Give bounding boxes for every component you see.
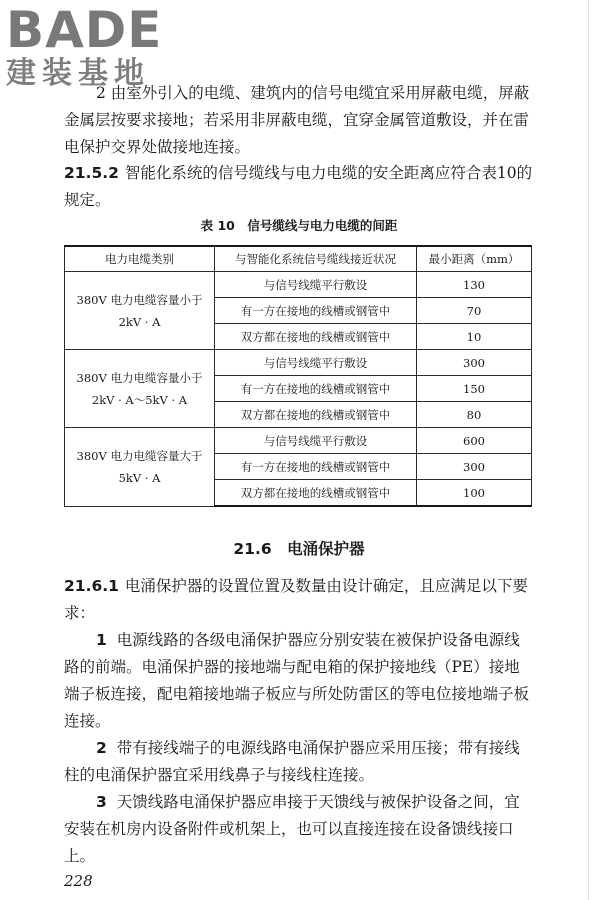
condition-cell: 双方都在接地的线槽或钢管中 <box>215 402 417 428</box>
condition-cell: 有一方在接地的线槽或钢管中 <box>215 454 417 480</box>
requirement-item <box>64 789 534 870</box>
clause-text: 智能化系统的信号缆线与电力电缆的安全距离应符合表10的规定。 <box>64 164 533 209</box>
clause-text: 电涌保护器的设置位置及数量由设计确定，且应满足以下要求： <box>64 577 528 622</box>
item-number: 1 <box>96 631 107 649</box>
distance-cell: 150 <box>417 376 532 402</box>
distance-cell: 70 <box>417 298 532 324</box>
category-cell: 380V 电力电缆容量大于 5kV · A <box>65 428 215 507</box>
category-cell: 380V 电力电缆容量小于 2kV · A <box>65 272 215 350</box>
requirement-item <box>64 735 534 789</box>
item-number: 2 <box>96 739 107 757</box>
page-number: 228 <box>64 872 93 890</box>
clause-21-6-1 <box>64 573 534 627</box>
logo-wordmark: BADE <box>6 1 163 59</box>
paragraph-shielded-cable: 2 由室外引入的电缆、建筑内的信号电缆宜采用屏蔽电缆，屏蔽金属层按要求接地；若采用非屏蔽电缆，宜穿金属管道敷设，并在雷电保护交界处做接地连接。 <box>64 84 530 156</box>
clause-number: 21.6.1 <box>64 577 119 595</box>
distance-cell: 130 <box>417 272 532 298</box>
condition-cell: 双方都在接地的线槽或钢管中 <box>215 324 417 350</box>
clause-number: 21.5.2 <box>64 164 119 182</box>
condition-cell: 与信号线缆平行敷设 <box>215 428 417 454</box>
condition-cell: 有一方在接地的线槽或钢管中 <box>215 298 417 324</box>
distance-cell: 100 <box>417 480 532 507</box>
header-condition: 与智能化系统信号缆线接近状况 <box>215 246 417 272</box>
header-distance: 最小距离（mm） <box>417 246 532 272</box>
page-edge-divider <box>588 0 589 900</box>
table-row <box>65 350 532 376</box>
item-number: 3 <box>96 793 107 811</box>
condition-cell: 双方都在接地的线槽或钢管中 <box>215 480 417 507</box>
distance-cell: 10 <box>417 324 532 350</box>
condition-cell: 与信号线缆平行敷设 <box>215 272 417 298</box>
section-title: 21.6 电涌保护器 <box>233 540 365 558</box>
table-row <box>65 272 532 298</box>
requirement-item <box>64 627 534 735</box>
item-text: 天馈线路电涌保护器应串接于天馈线与被保护设备之间，宜安装在机房内设备附件或机架上，也可以直接连接在设备馈线接口上。 <box>64 793 520 865</box>
table-row <box>65 428 532 454</box>
table-caption: 表 10 信号缆线与电力电缆的间距 <box>200 218 398 233</box>
table-header-row <box>65 246 532 272</box>
clause-21-5-2 <box>64 160 534 214</box>
item-text: 电源线路的各级电涌保护器应分别安装在被保护设备电源线路的前端。电涌保护器的接地端与配电箱的保护接地线（PE）接地端子板连接，配电箱接地端子板应与所处防雷区的等电位接地端子板连接。 <box>64 631 530 730</box>
distance-cell: 300 <box>417 454 532 480</box>
header-category: 电力电缆类别 <box>65 246 215 272</box>
condition-cell: 与信号线缆平行敷设 <box>215 350 417 376</box>
logo-subtitle: 建装基地 <box>6 56 150 91</box>
distance-cell: 600 <box>417 428 532 454</box>
condition-cell: 有一方在接地的线槽或钢管中 <box>215 376 417 402</box>
distance-cell: 300 <box>417 350 532 376</box>
spacing-table <box>64 245 532 507</box>
category-cell: 380V 电力电缆容量小于 2kV · A～5kV · A <box>65 350 215 428</box>
distance-cell: 80 <box>417 402 532 428</box>
item-text: 带有接线端子的电源线路电涌保护器应采用压接；带有接线柱的电涌保护器宜采用线鼻子与接线柱连接。 <box>64 739 520 784</box>
